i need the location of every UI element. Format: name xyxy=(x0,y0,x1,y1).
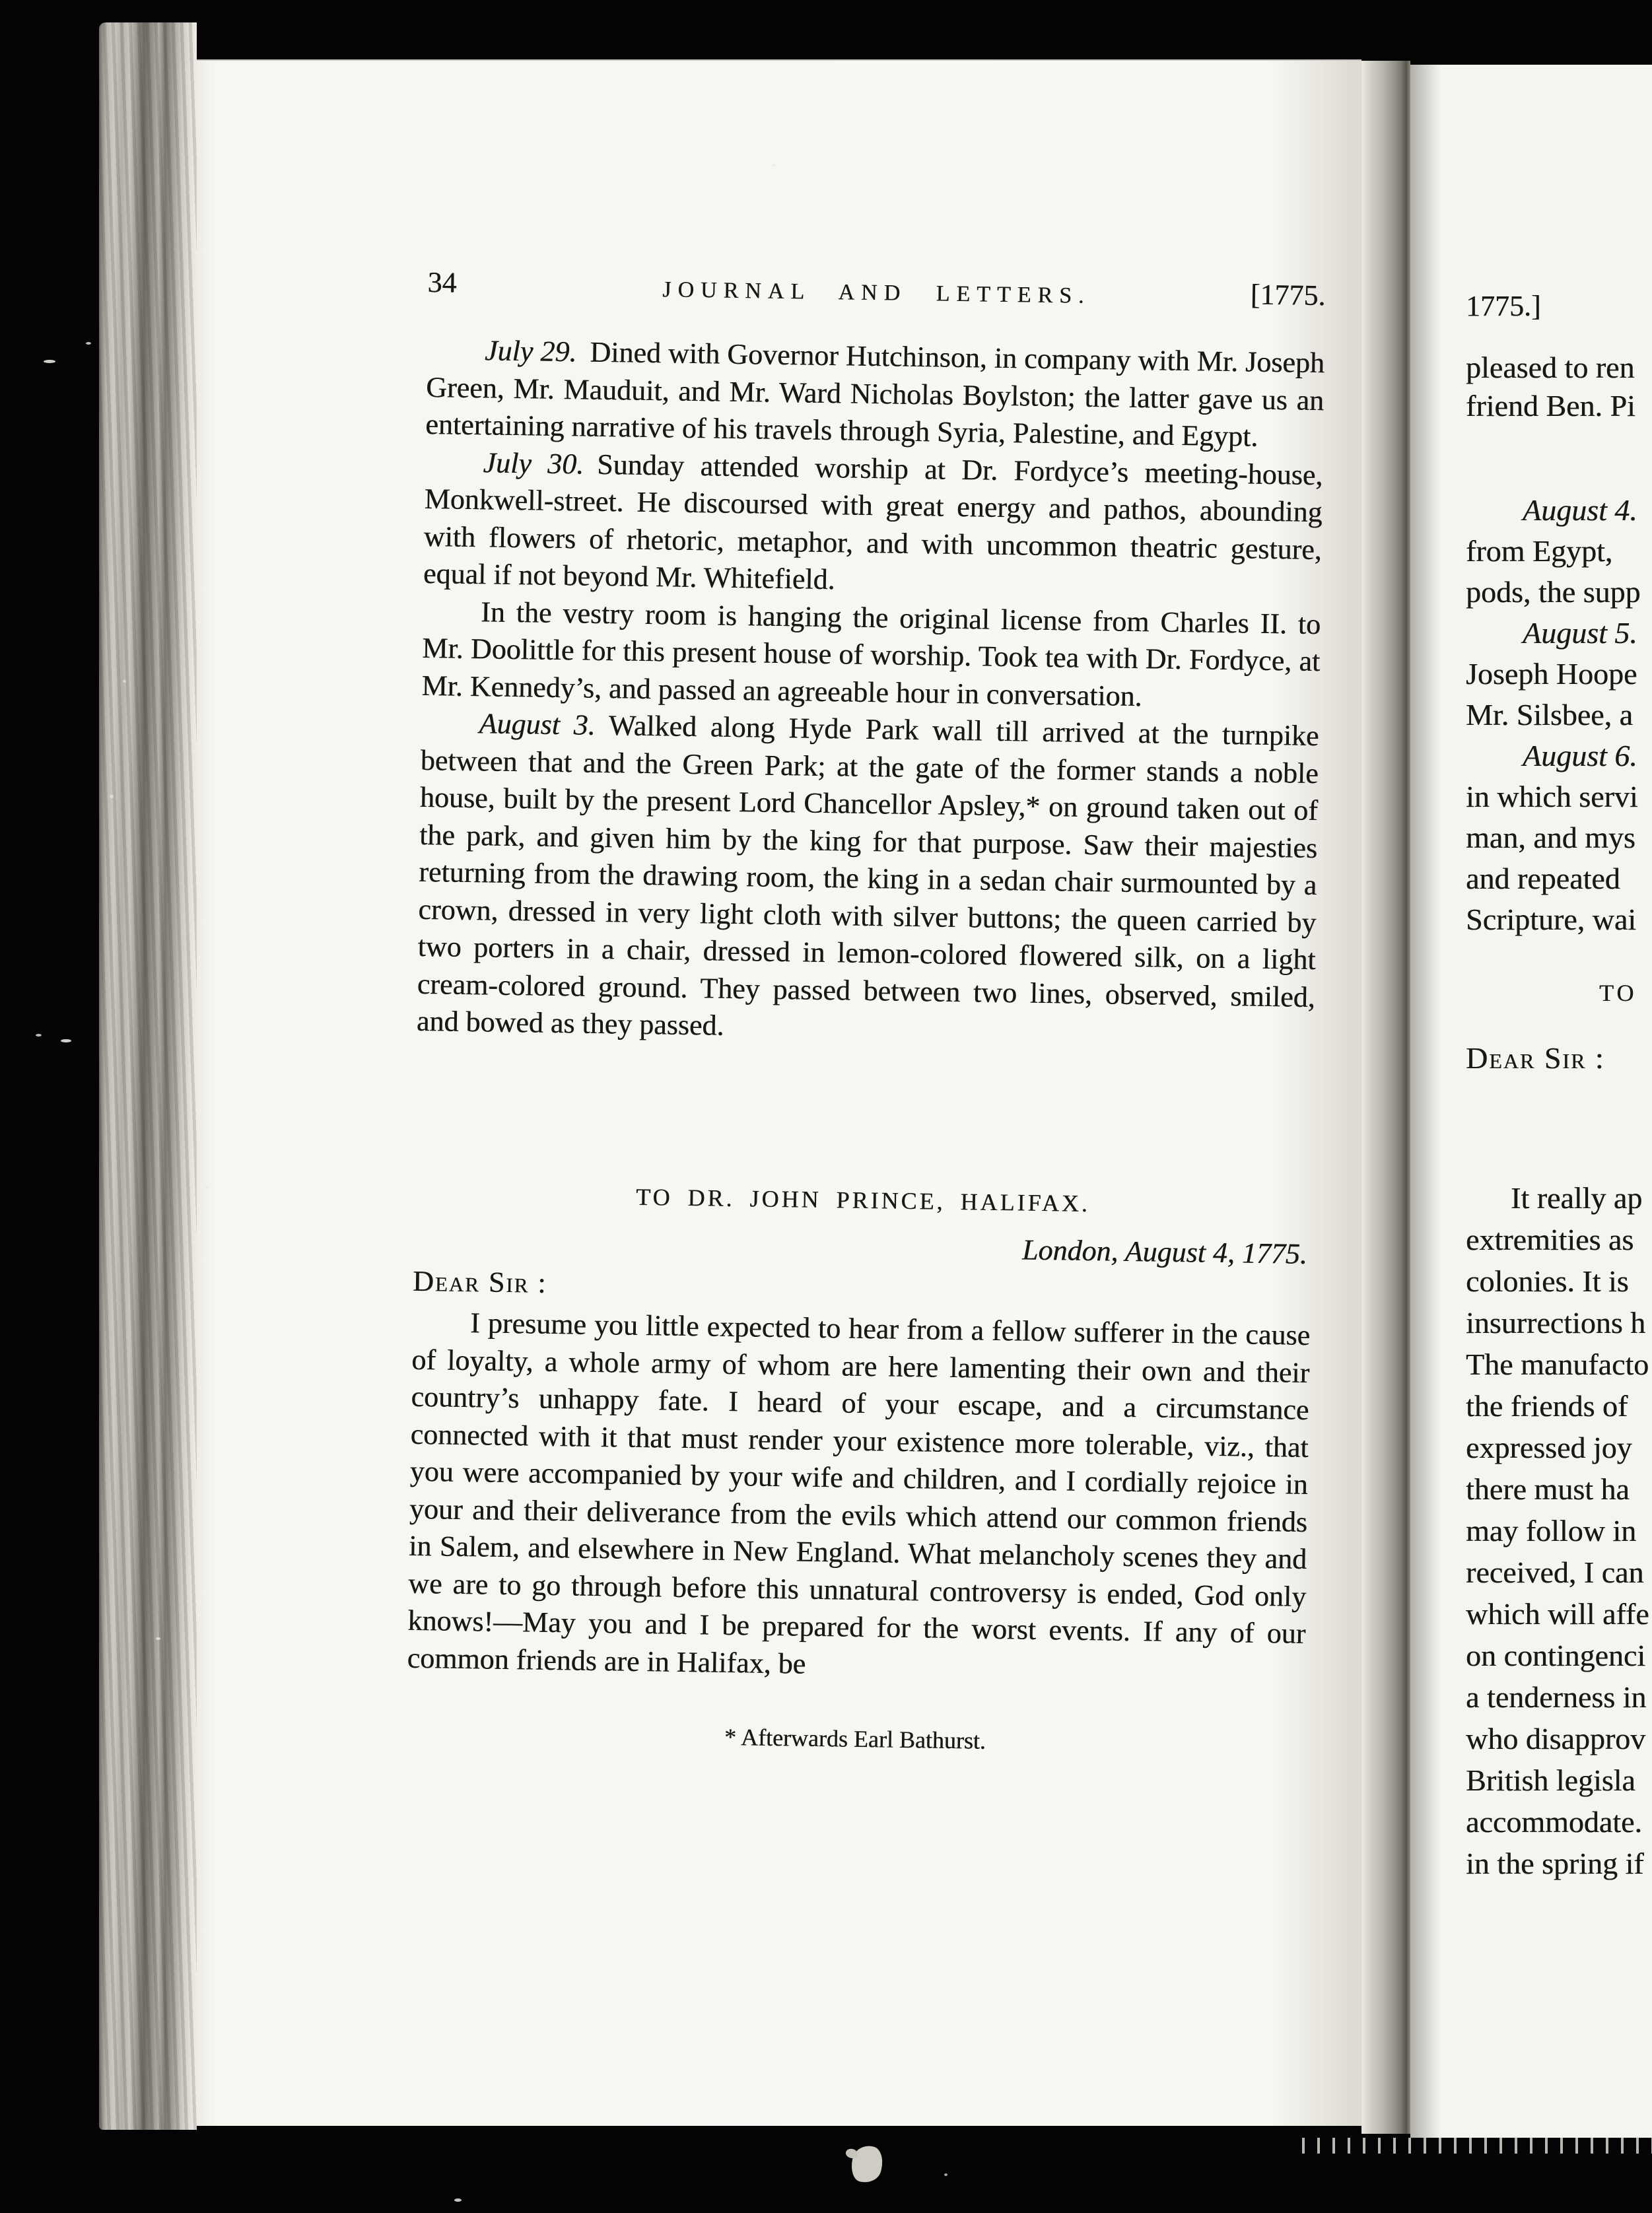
text-fragment: a tenderness in xyxy=(1466,1680,1647,1714)
letter-heading-fragment: TO xyxy=(1599,980,1637,1006)
text-fragment: insurrections h xyxy=(1466,1306,1646,1340)
text-fragment: expressed joy xyxy=(1466,1431,1632,1464)
entry-date: July 30. xyxy=(483,446,584,481)
letter-salutation: Dear Sir : xyxy=(412,1264,547,1299)
text-fragment: pleased to ren xyxy=(1466,351,1635,384)
dust-speck xyxy=(123,680,126,683)
journal-entry xyxy=(417,704,1319,1054)
text-fragment: Mr. Silsbee, a xyxy=(1466,698,1633,732)
letter-dateline: London, August 4, 1775. xyxy=(1021,1233,1308,1270)
book-gutter-fold xyxy=(1361,61,1410,2134)
text-fragment: Scripture, wai xyxy=(1466,902,1637,936)
journal-entry xyxy=(425,331,1325,457)
text-fragment: in the spring if xyxy=(1466,1847,1644,1880)
dust-speck xyxy=(156,1637,160,1640)
letter-body xyxy=(407,1304,1310,1690)
dust-speck xyxy=(86,342,91,345)
dust-speck xyxy=(454,2198,462,2202)
dust-speck xyxy=(773,164,776,166)
journal-entry xyxy=(421,592,1321,718)
text-fragment: man, and mys xyxy=(1466,821,1635,854)
entry-date-fragment: August 4. xyxy=(1523,493,1637,527)
left-book-page xyxy=(197,59,1361,2126)
letter-heading: TO DR. JOHN PRINCE, HALIFAX. xyxy=(635,1183,1091,1217)
footnote: * Afterwards Earl Bathurst. xyxy=(724,1723,986,1754)
dust-speck xyxy=(44,360,55,363)
text-fragment: which will affe xyxy=(1466,1597,1649,1631)
text-fragment: the friends of xyxy=(1466,1389,1628,1423)
text-fragment: received, I can xyxy=(1466,1555,1644,1589)
entry-text: Walked along Hyde Park wall till arrived at the turnpike between that and the Green Park; at the gate of the former stands a noble house, built by the present Lord Chancellor Apsley,* on ground taken out of the park, and given him by the king for that purpose. Saw their majesties returning from the drawing room, the king in a sedan chair surmounted by a crown, dressed in very light cloth with silver buttons; the queen carried by two porters in a chair, dressed in lemon-colored flowered silk, on a light cream-colored ground. They passed between two lines, observed, smiled, and bowed as they passed. xyxy=(416,709,1319,1042)
entry-text: Sunday attended worship at Dr. Fordyce’s meeting-house, Monkwell-street. He discoursed with great energy and pathos, abounding with flowers of rhetoric, metaphor, and with uncommon theatric gesture, equal if not beyond Mr. Whitefield. xyxy=(423,448,1323,596)
text-fragment: there must ha xyxy=(1466,1472,1630,1506)
text-fragment: pods, the supp xyxy=(1466,575,1641,609)
text-fragment: accommodate. xyxy=(1466,1805,1642,1839)
text-fragment: from Egypt, xyxy=(1466,534,1613,568)
text-fragment: British legisla xyxy=(1466,1763,1635,1797)
year-marker-left: [1775. xyxy=(1250,278,1326,312)
text-fragment: Joseph Hoope xyxy=(1466,657,1637,691)
dust-speck xyxy=(205,1186,208,1188)
page-header xyxy=(427,264,1326,315)
letter-salutation-fragment: Dear Sir : xyxy=(1466,1041,1605,1075)
letter-paragraph: I presume you little expected to hear from a fellow sufferer in the cause of loyalty, a whole army of whom are here lamenting their own and their country’s unhappy fate. I heard of your escape, and a circumstance connected with it that must render your existence more tolerable, viz., that you were accompanied by your wife and children, and I cordially rejoice in your and their deliverance from the evils which attend our common friends in Salem, and elsewhere in New England. What melancholy scenes they and we are to go through before this unnatural controversy is ended, God only knows!—May you and I be prepared for the worst events. If any of our common friends are in Halifax, be xyxy=(407,1307,1311,1680)
entry-date-fragment: August 6. xyxy=(1523,739,1637,772)
entry-text: In the vestry room is hanging the original license from Charles II. to Mr. Doolittle for this present house of worship. Took tea with Dr. Fordyce, at Mr. Kennedy’s, and passed an agreeable hour in conversation. xyxy=(421,595,1321,712)
text-fragment: It really ap xyxy=(1511,1181,1643,1215)
page-number: 34 xyxy=(427,265,457,299)
text-fragment: friend Ben. Pi xyxy=(1466,389,1635,423)
binding-stitch-marks xyxy=(1293,2138,1652,2154)
text-fragment: colonies. It is xyxy=(1466,1264,1629,1298)
dust-speck xyxy=(110,795,114,798)
dust-speck xyxy=(61,1039,71,1042)
entry-text: Dined with Governor Hutchinson, in company with Mr. Joseph Green, Mr. Mauduit, and Mr. Ward Nicholas Boylston; the latter gave us an entertaining narrative of his travels through Syria, Palestine, and Egypt. xyxy=(425,335,1325,453)
book-fore-edge-pages xyxy=(99,22,197,2130)
dust-speck xyxy=(944,2173,947,2176)
text-fragment: extremities as xyxy=(1466,1223,1634,1256)
right-book-page-partial xyxy=(1410,65,1652,2138)
text-fragment: on contingenci xyxy=(1466,1639,1646,1672)
dust-speck xyxy=(36,1034,42,1037)
text-fragment: may follow in xyxy=(1466,1514,1637,1548)
text-fragment: and repeated xyxy=(1466,862,1620,895)
text-fragment: who disapprov xyxy=(1466,1722,1646,1755)
running-title: JOURNAL AND LETTERS. xyxy=(662,277,1091,308)
dust-blob xyxy=(848,2143,886,2185)
journal-entries xyxy=(417,331,1325,1054)
entry-date: August 3. xyxy=(479,707,596,741)
text-fragment: The manufacto xyxy=(1466,1347,1649,1381)
entry-date: July 29. xyxy=(484,334,577,368)
entry-date-fragment: August 5. xyxy=(1523,616,1637,650)
left-page-text-block xyxy=(406,264,1326,1764)
journal-entry xyxy=(423,443,1323,605)
text-fragment: in which servi xyxy=(1466,780,1638,813)
year-marker-right: 1775.] xyxy=(1466,290,1541,322)
